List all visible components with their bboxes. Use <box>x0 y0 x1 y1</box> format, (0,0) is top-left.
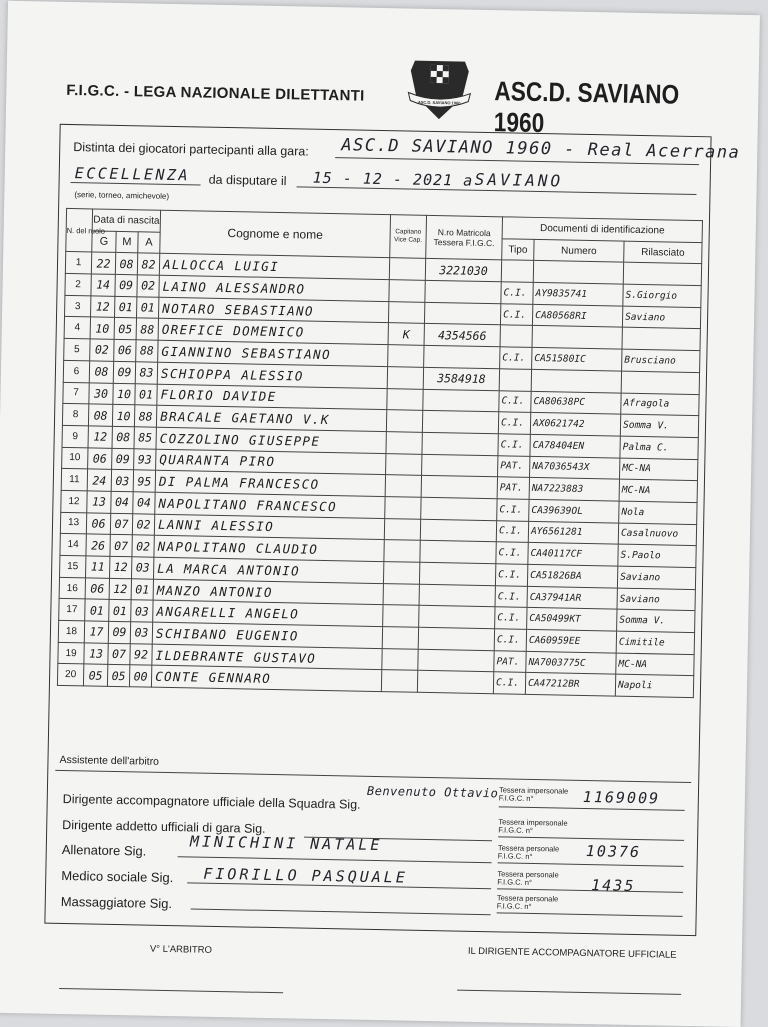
row-number: 3 <box>65 295 91 317</box>
player-name: ANGARELLI ANGELO <box>153 601 383 627</box>
birth-year: 02 <box>132 535 154 557</box>
addetto-tessera-label: Tessera impersonale F.I.G.C. n° <box>498 817 568 836</box>
row-number: 4 <box>64 317 90 339</box>
birth-day: 02 <box>90 339 114 361</box>
player-name: LAINO ALESSANDRO <box>159 275 389 301</box>
doc-type: C.I. <box>499 390 531 412</box>
col-header-numero: Numero <box>534 239 624 262</box>
matricola <box>420 541 496 564</box>
matricola <box>423 389 499 412</box>
doc-type: C.I. <box>495 607 527 629</box>
birth-year: 92 <box>130 643 152 665</box>
birth-year: 01 <box>131 578 153 600</box>
doc-type: C.I. <box>494 629 526 651</box>
player-name: NAPOLITANO CLAUDIO <box>154 536 384 562</box>
matricola <box>419 562 495 585</box>
doc-type <box>501 260 533 282</box>
birth-day: 22 <box>91 252 115 274</box>
doc-type: C.I. <box>498 412 530 434</box>
allenatore-tessera-value: 10376 <box>585 842 642 862</box>
birth-month: 12 <box>110 556 132 578</box>
category-note: (serie, torneo, amichevole) <box>74 190 170 201</box>
doc-issued-by: S.Giorgio <box>623 284 701 307</box>
matricola <box>421 476 497 499</box>
doc-issued-by <box>622 328 700 351</box>
captain-mark <box>382 627 418 649</box>
col-header-birth: Data di nascita <box>92 209 160 232</box>
birth-year: 88 <box>136 318 158 340</box>
doc-issued-by: S.Paolo <box>618 544 696 567</box>
birth-year: 04 <box>133 492 155 514</box>
doc-type: C.I. <box>496 520 528 542</box>
doc-type: C.I. <box>495 585 527 607</box>
doc-type: PAT. <box>498 455 530 477</box>
row-number: 17 <box>59 599 85 621</box>
captain-mark <box>384 540 420 562</box>
player-name: FLORIO DAVIDE <box>157 384 387 410</box>
captain-mark <box>384 518 420 540</box>
massaggiatore-label: Massaggiatore Sig. <box>60 893 173 912</box>
player-name: ILDEBRANTE GUSTAVO <box>152 644 382 670</box>
birth-day: 11 <box>86 556 110 578</box>
captain-mark <box>385 497 421 519</box>
matricola <box>418 627 494 650</box>
row-number: 2 <box>65 273 91 295</box>
doc-number: NA7036543X <box>530 456 620 479</box>
dirigente-tessera-value: 1169009 <box>582 787 661 808</box>
birth-year: 00 <box>129 665 151 687</box>
birth-day: 06 <box>86 513 110 535</box>
doc-number: AX0621742 <box>530 413 620 436</box>
col-header-a: A <box>138 232 160 254</box>
matricola <box>424 345 500 368</box>
doc-number <box>533 261 623 284</box>
doc-issued-by: MC-NA <box>619 479 697 502</box>
doc-number <box>532 326 622 349</box>
doc-number: CA80638PC <box>531 391 621 414</box>
doc-issued-by: Palma C. <box>620 436 698 459</box>
row-number: 15 <box>60 555 86 577</box>
medico-label: Medico sociale Sig. <box>61 867 174 886</box>
doc-issued-by: Brusciano <box>622 349 700 372</box>
col-header-rilasciato: Rilasciato <box>624 241 702 264</box>
doc-number: CA60959EE <box>526 629 616 652</box>
doc-issued-by: Somma V. <box>617 609 695 632</box>
birth-year: 03 <box>131 600 153 622</box>
birth-day: 14 <box>91 274 115 296</box>
club-crest-icon <box>406 56 473 121</box>
doc-number <box>531 369 621 392</box>
birth-month: 01 <box>109 600 131 622</box>
row-number: 13 <box>60 512 86 534</box>
massaggiatore-value: FIORILLO PASQUALE <box>203 864 409 887</box>
match-intro-label: Distinta dei giocatori partecipanti alla gara: <box>73 140 309 159</box>
row-number: 18 <box>58 620 84 642</box>
matricola <box>422 432 498 455</box>
dirigente-tessera-label: Tessera impersonale F.I.G.C. n° <box>498 785 569 804</box>
birth-month: 01 <box>115 296 137 318</box>
captain-mark <box>388 301 424 323</box>
col-header-g: G <box>92 231 116 253</box>
row-number: 20 <box>57 664 83 686</box>
birth-year: 01 <box>135 383 157 405</box>
crest-text: ASC.D. SAVIANO 1960 <box>417 99 461 106</box>
doc-issued-by: MC-NA <box>616 653 694 676</box>
matricola <box>419 606 495 629</box>
captain-mark <box>381 670 417 692</box>
row-number: 9 <box>62 425 88 447</box>
row-number: 11 <box>61 469 87 491</box>
row-number: 8 <box>62 404 88 426</box>
row-number: 12 <box>61 490 87 512</box>
player-name: GIANNINO SEBASTIANO <box>158 340 388 366</box>
birth-day: 17 <box>84 621 108 643</box>
doc-issued-by: Nola <box>619 501 697 524</box>
doc-number: CA50499KT <box>527 608 617 631</box>
birth-month: 09 <box>113 361 135 383</box>
player-name: SCHIOPPA ALESSIO <box>157 362 387 388</box>
doc-issued-by: Saviano <box>622 306 700 329</box>
doc-number: CA78404EN <box>530 434 620 457</box>
birth-year: 95 <box>133 470 155 492</box>
birth-day: 10 <box>90 317 114 339</box>
assistant-label: Assistente dell'arbitro <box>59 753 160 768</box>
birth-day: 08 <box>88 404 112 426</box>
birth-year: 02 <box>132 513 154 535</box>
captain-mark <box>383 605 419 627</box>
doc-issued-by: Casalnuovo <box>618 523 696 546</box>
birth-day: 13 <box>84 643 108 665</box>
doc-number: CA39639OL <box>529 499 619 522</box>
category-value: ECCELLENZA <box>74 164 191 185</box>
doc-number: CA47212BR <box>525 673 615 696</box>
doc-number: CA37941AR <box>527 586 617 609</box>
dirigente-value: Benvenuto Ottavio <box>366 783 499 801</box>
matricola <box>417 671 493 694</box>
player-name: LANNI ALESSIO <box>154 514 384 540</box>
row-number: 7 <box>63 382 89 404</box>
birth-month: 10 <box>113 383 135 405</box>
doc-type: C.I. <box>497 499 529 521</box>
birth-day: 30 <box>89 382 113 404</box>
birth-day: 06 <box>85 578 109 600</box>
player-rows <box>57 252 701 698</box>
player-name: QUARANTA PIRO <box>156 449 386 475</box>
captain-mark <box>383 583 419 605</box>
addetto-label: Dirigente addetto ufficiali di gara Sig. <box>62 817 266 836</box>
birth-year: 88 <box>134 405 156 427</box>
birth-month: 09 <box>108 621 130 643</box>
doc-number: CA80568RI <box>532 304 622 327</box>
col-header-captain: Capitano Vice Cap. <box>390 215 427 259</box>
col-header-tipo: Tipo <box>502 238 534 260</box>
doc-issued-by <box>623 263 701 286</box>
captain-mark <box>386 453 422 475</box>
match-value: ASC.D SAVIANO 1960 - Real Acerrana <box>341 135 741 163</box>
birth-day: 01 <box>85 599 109 621</box>
matricola <box>419 584 495 607</box>
dirigente-label: Dirigente accompagnatore ufficiale della Squadra Sig. <box>62 791 361 812</box>
birth-month: 03 <box>111 470 133 492</box>
captain-mark <box>387 388 423 410</box>
doc-issued-by: Saviano <box>617 566 695 589</box>
birth-month: 09 <box>115 274 137 296</box>
player-name: NAPOLITANO FRANCESCO <box>155 492 385 518</box>
doc-number: NA7003775C <box>526 651 616 674</box>
birth-year: 93 <box>134 448 156 470</box>
captain-mark <box>385 475 421 497</box>
col-header-matricola: N.ro Matricola Tessera F.I.G.C. <box>426 215 503 260</box>
matricola: 4354566 <box>424 324 500 347</box>
matricola <box>422 454 498 477</box>
player-name: NOTARO SEBASTIANO <box>159 297 389 323</box>
captain-mark <box>389 280 425 302</box>
row-number: 10 <box>62 447 88 469</box>
captain-mark <box>389 258 425 280</box>
allenatore-label: Allenatore Sig. <box>61 841 147 859</box>
doc-issued-by: Napoli <box>615 675 693 698</box>
arbitro-signature-label: V° L'ARBITRO <box>149 943 213 956</box>
birth-year: 88 <box>136 340 158 362</box>
captain-mark <box>388 345 424 367</box>
doc-type: PAT. <box>497 477 529 499</box>
row-number: 1 <box>65 252 91 274</box>
doc-type <box>499 369 531 391</box>
birth-month: 05 <box>107 665 129 687</box>
date-value: 15 - 12 - 2021 a <box>312 168 474 190</box>
col-header-num: N. del ruolo <box>66 208 93 252</box>
row-number: 16 <box>59 577 85 599</box>
player-name: SCHIBANO EUGENIO <box>152 622 382 648</box>
doc-type: C.I. <box>501 282 533 304</box>
allenatore-tessera-label: Tessera personale F.I.G.C. n° <box>497 843 560 862</box>
birth-month: 09 <box>112 448 134 470</box>
birth-year: 83 <box>135 362 157 384</box>
birth-year: 02 <box>137 275 159 297</box>
matricola <box>422 411 498 434</box>
col-header-m: M <box>116 231 138 253</box>
doc-type <box>500 325 532 347</box>
birth-month: 04 <box>111 491 133 513</box>
doc-issued-by: Afragola <box>621 393 699 416</box>
federation-title: F.I.G.C. - LEGA NAZIONALE DILETTANTI <box>66 81 365 105</box>
dirigente-signature-label: IL DIRIGENTE ACCOMPAGNATORE UFFICIALE <box>467 945 677 961</box>
birth-year: 03 <box>130 622 152 644</box>
doc-number: CA51580IC <box>532 348 622 371</box>
matricola <box>424 302 500 325</box>
birth-month: 06 <box>114 340 136 362</box>
birth-month: 10 <box>112 405 134 427</box>
doc-number: CA40117CF <box>528 543 618 566</box>
doc-type: PAT. <box>494 650 526 672</box>
doc-issued-by: Somma V. <box>620 414 698 437</box>
doc-number: NA7223883 <box>529 478 619 501</box>
birth-year: 82 <box>137 253 159 275</box>
doc-type: C.I. <box>495 564 527 586</box>
matricola <box>418 649 494 672</box>
birth-day: 08 <box>89 361 113 383</box>
doc-type: C.I. <box>500 304 532 326</box>
doc-number: CA51826BA <box>527 564 617 587</box>
players-table <box>57 208 703 698</box>
birth-month: 07 <box>110 535 132 557</box>
birth-month: 08 <box>112 426 134 448</box>
match-sheet <box>0 1 760 1027</box>
birth-month: 07 <box>108 643 130 665</box>
place-value: SAVIANO <box>474 169 564 191</box>
club-title: ASC.D. SAVIANO 1960 <box>493 76 680 139</box>
date-label: da disputare il <box>208 172 287 189</box>
matricola <box>421 497 497 520</box>
birth-year: 01 <box>136 297 158 319</box>
birth-year: 03 <box>132 557 154 579</box>
allenatore-value: MINICHINI NATALE <box>189 832 383 855</box>
birth-month: 08 <box>115 253 137 275</box>
player-name: DI PALMA FRANCESCO <box>155 470 385 496</box>
player-name: CONTE GENNARO <box>151 666 381 692</box>
matricola: 3221030 <box>425 259 501 282</box>
doc-type: C.I. <box>498 434 530 456</box>
row-number: 14 <box>60 534 86 556</box>
captain-mark <box>382 648 418 670</box>
row-number: 5 <box>64 339 90 361</box>
player-name: LA MARCA ANTONIO <box>154 557 384 583</box>
birth-day: 12 <box>91 296 115 318</box>
player-name: ALLOCCA LUIGI <box>159 254 389 280</box>
matricola: 3584918 <box>423 367 499 390</box>
captain-mark <box>386 431 422 453</box>
col-header-docs: Documenti di identificazione <box>502 217 702 243</box>
birth-day: 06 <box>88 447 112 469</box>
captain-mark <box>387 366 423 388</box>
doc-type: C.I. <box>500 347 532 369</box>
player-name: OREFICE DOMENICO <box>158 319 388 345</box>
matricola <box>425 280 501 303</box>
massaggiatore-tessera-label: Tessera personale F.I.G.C. n° <box>496 893 559 911</box>
doc-issued-by: Cimitile <box>616 631 694 654</box>
doc-type: C.I. <box>496 542 528 564</box>
arbitro-signature-line <box>59 988 283 993</box>
doc-issued-by: Saviano <box>617 588 695 611</box>
player-name: COZZOLINO GIUSEPPE <box>156 427 386 453</box>
dirigente-signature-line <box>457 990 681 995</box>
matricola <box>420 519 496 542</box>
player-name: BRACALE GAETANO V.K <box>156 405 386 431</box>
captain-mark <box>386 410 422 432</box>
birth-day: 12 <box>88 426 112 448</box>
birth-day: 13 <box>87 491 111 513</box>
row-number: 6 <box>63 360 89 382</box>
player-name: MANZO ANTONIO <box>153 579 383 605</box>
medico-tessera-label: Tessera personale F.I.G.C. n° <box>497 869 559 888</box>
doc-issued-by <box>621 371 699 394</box>
birth-month: 07 <box>110 513 132 535</box>
captain-mark: K <box>388 323 424 345</box>
captain-mark <box>383 562 419 584</box>
doc-issued-by: MC-NA <box>620 458 698 481</box>
row-number: 19 <box>58 642 84 664</box>
massaggiatore-tessera-value: 1435 <box>591 876 636 895</box>
doc-number: AY6561281 <box>528 521 618 544</box>
birth-year: 85 <box>134 427 156 449</box>
doc-number: AY9835741 <box>533 282 623 305</box>
birth-month: 05 <box>114 318 136 340</box>
birth-day: 05 <box>83 664 107 686</box>
birth-month: 12 <box>109 578 131 600</box>
birth-day: 24 <box>87 469 111 491</box>
col-header-name: Cognome e nome <box>160 210 391 258</box>
doc-type: C.I. <box>493 672 525 694</box>
birth-day: 26 <box>86 534 110 556</box>
